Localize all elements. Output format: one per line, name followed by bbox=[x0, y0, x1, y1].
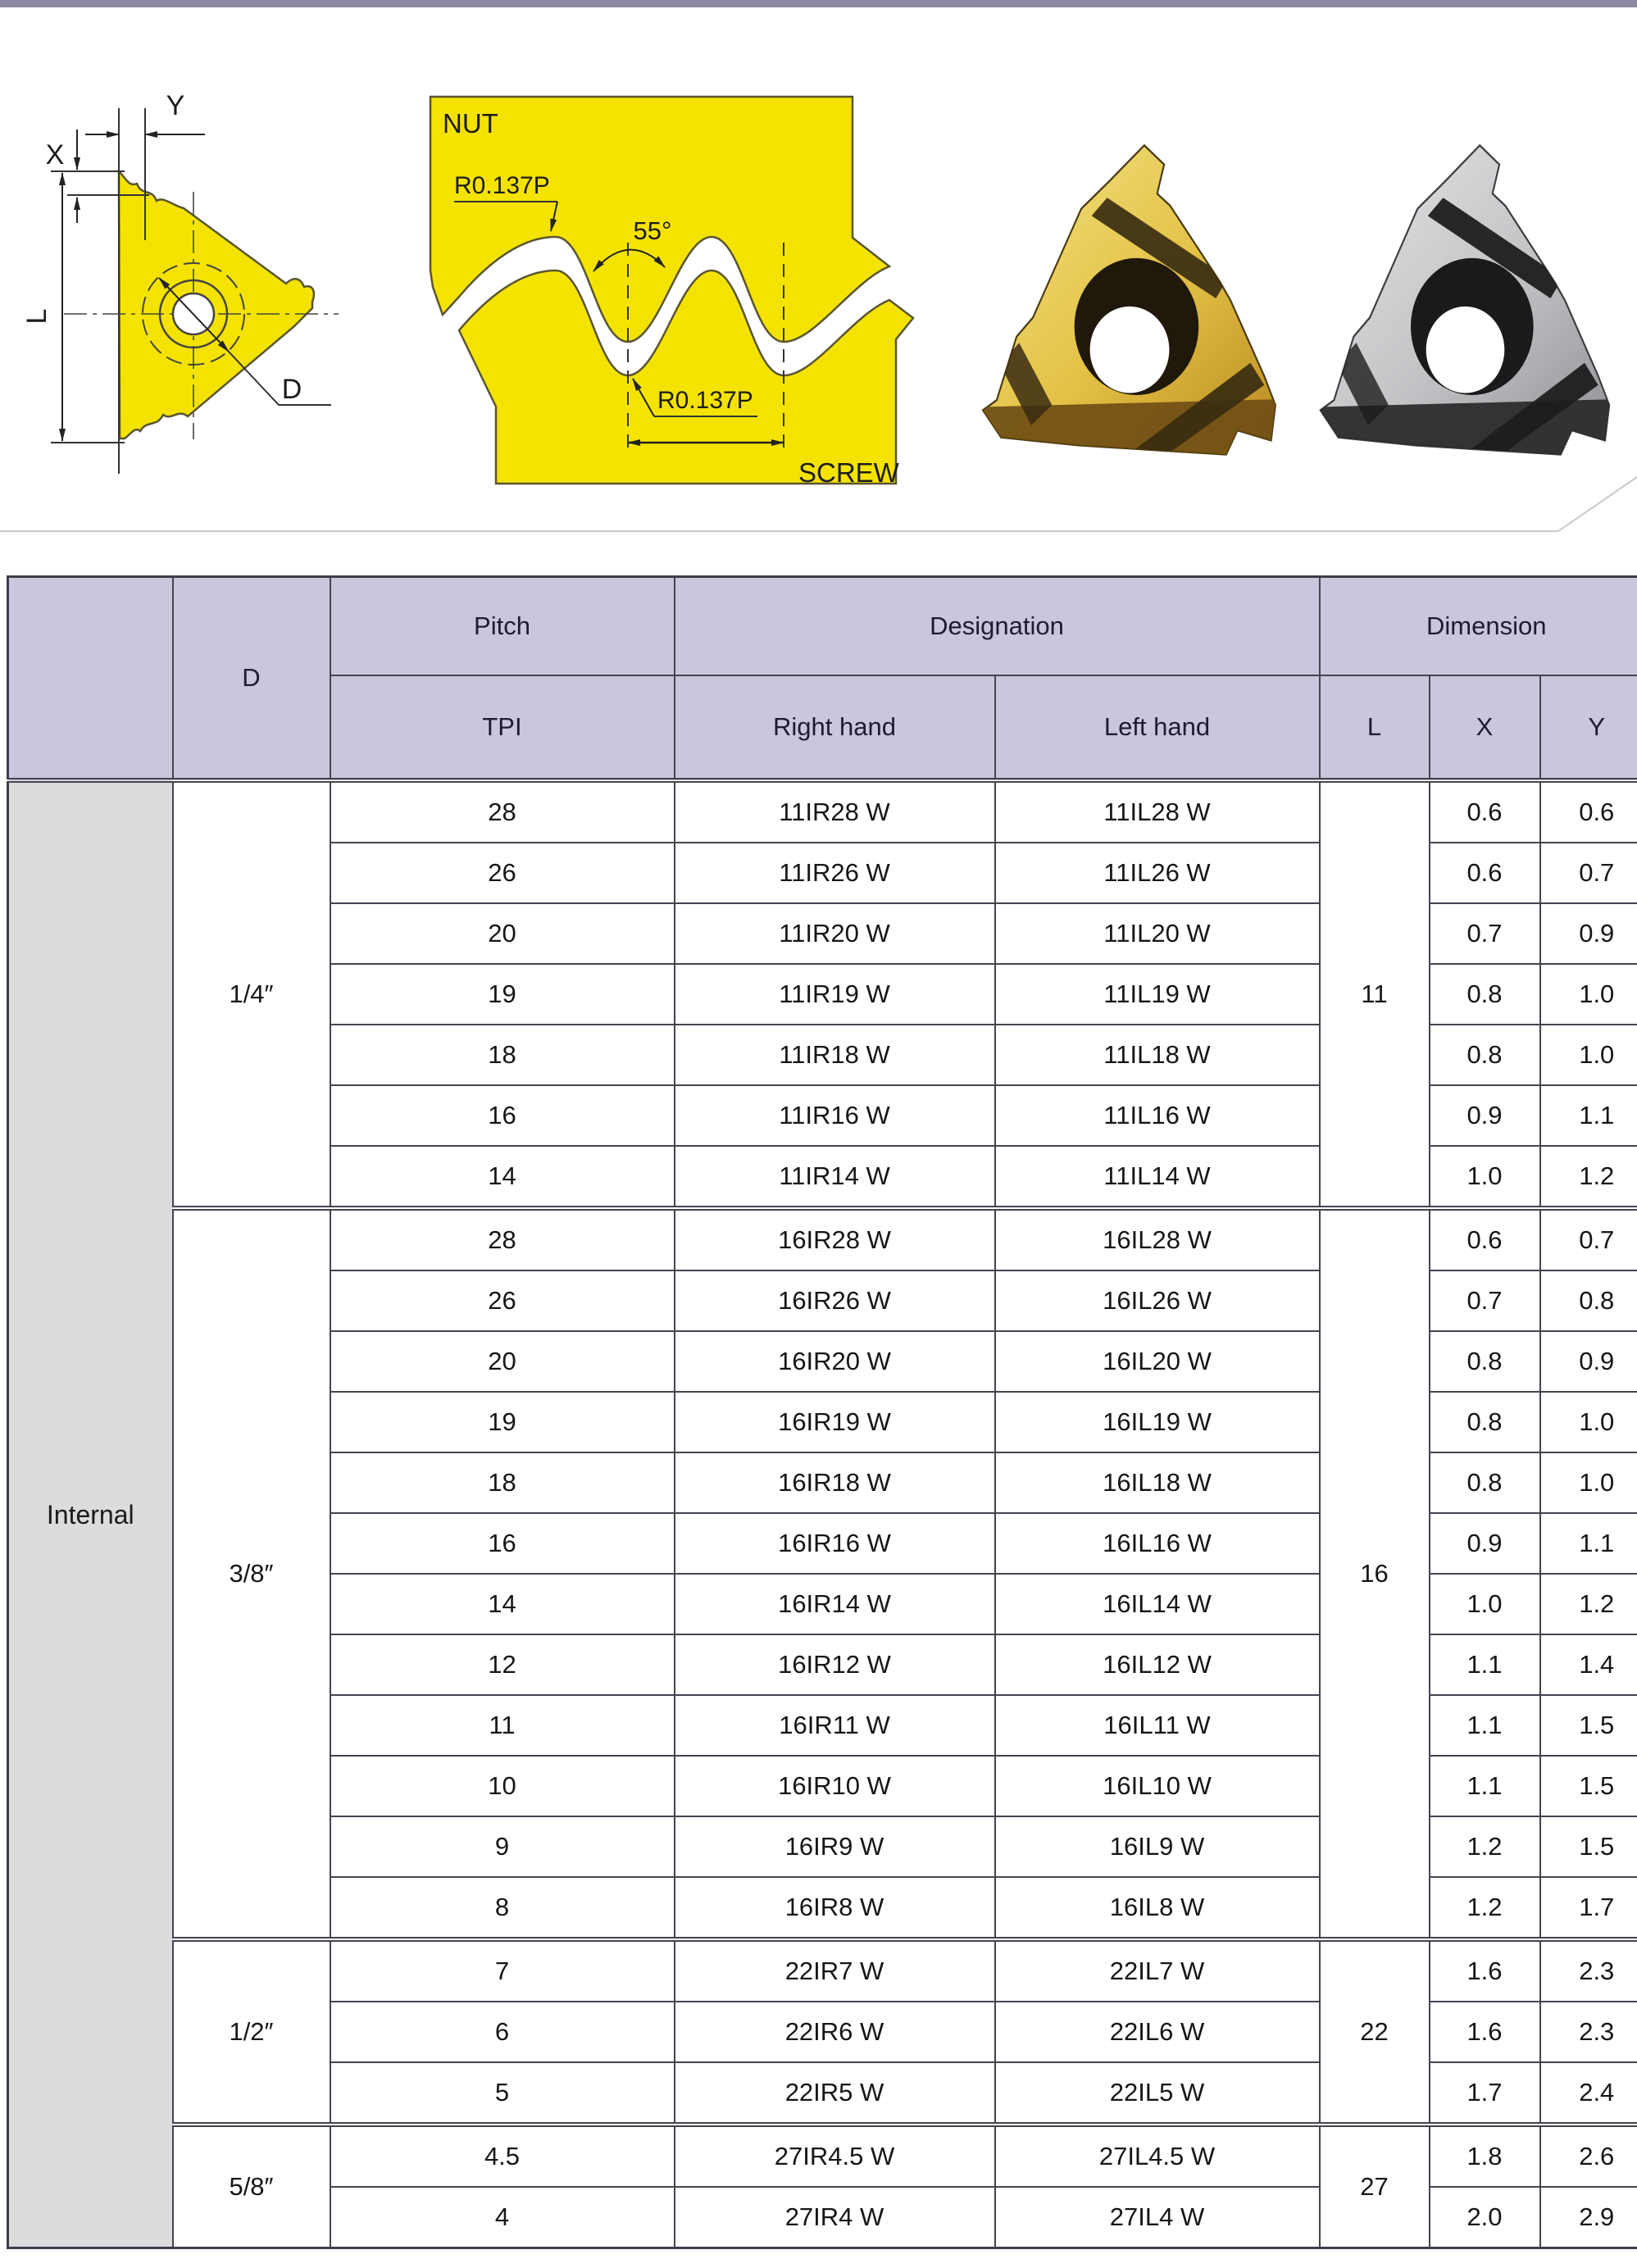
col-header-x: X bbox=[1430, 675, 1540, 780]
left-hand-cell: 22IL6 W bbox=[995, 2002, 1320, 2062]
table-row bbox=[8, 1939, 1637, 2002]
x-cell: 1.1 bbox=[1430, 1695, 1540, 1756]
x-cell: 0.8 bbox=[1430, 1392, 1540, 1452]
y-cell: 1.0 bbox=[1540, 1452, 1637, 1513]
tpi-cell: 18 bbox=[330, 1452, 675, 1513]
x-cell: 0.7 bbox=[1430, 1270, 1540, 1331]
y-cell: 1.5 bbox=[1540, 1756, 1637, 1816]
right-hand-cell: 16IR19 W bbox=[675, 1392, 995, 1452]
right-hand-cell: 16IR11 W bbox=[675, 1695, 995, 1756]
x-cell: 1.6 bbox=[1430, 1939, 1540, 2002]
insert-dimension-drawing bbox=[15, 72, 384, 482]
left-hand-cell: 16IL19 W bbox=[995, 1392, 1320, 1452]
gold-insert-base bbox=[975, 399, 1285, 466]
col-header-left-hand: Left hand bbox=[995, 675, 1320, 780]
left-hand-cell: 22IL5 W bbox=[995, 2062, 1320, 2125]
right-hand-cell: 16IR10 W bbox=[675, 1756, 995, 1816]
right-hand-cell: 16IR18 W bbox=[675, 1452, 995, 1513]
left-hand-cell: 16IL10 W bbox=[995, 1756, 1320, 1816]
right-hand-cell: 16IR20 W bbox=[675, 1331, 995, 1392]
tpi-cell: 20 bbox=[330, 903, 675, 964]
col-header-pitch: Pitch bbox=[330, 577, 675, 676]
y-cell: 2.3 bbox=[1540, 2002, 1637, 2062]
y-cell: 1.0 bbox=[1540, 1025, 1637, 1085]
d-cell: 5/8″ bbox=[173, 2125, 330, 2248]
left-hand-cell: 11IL19 W bbox=[995, 964, 1320, 1025]
y-cell: 1.5 bbox=[1540, 1695, 1637, 1756]
x-cell: 0.6 bbox=[1430, 1208, 1540, 1270]
table-row bbox=[8, 1208, 1637, 1270]
left-hand-cell: 11IL26 W bbox=[995, 843, 1320, 903]
y-cell: 1.2 bbox=[1540, 1574, 1637, 1634]
tpi-cell: 18 bbox=[330, 1025, 675, 1085]
left-hand-cell: 22IL7 W bbox=[995, 1939, 1320, 2002]
x-cell: 1.2 bbox=[1430, 1877, 1540, 1939]
x-dim-label: X bbox=[45, 139, 65, 170]
tpi-cell: 6 bbox=[330, 2002, 675, 2062]
right-hand-cell: 11IR28 W bbox=[675, 780, 995, 843]
tpi-cell: 26 bbox=[330, 843, 675, 903]
right-hand-cell: 22IR5 W bbox=[675, 2062, 995, 2125]
y-cell: 1.0 bbox=[1540, 964, 1637, 1025]
left-hand-cell: 16IL20 W bbox=[995, 1331, 1320, 1392]
col-header-d: D bbox=[173, 577, 330, 781]
table-row bbox=[8, 2125, 1637, 2187]
l-cell: 16 bbox=[1320, 1208, 1430, 1939]
silver-insert-hole bbox=[1426, 307, 1505, 393]
gold-insert-photo bbox=[966, 113, 1294, 466]
col-header-designation: Designation bbox=[675, 577, 1320, 676]
right-hand-cell: 22IR6 W bbox=[675, 2002, 995, 2062]
tpi-cell: 10 bbox=[330, 1756, 675, 1816]
tpi-cell: 26 bbox=[330, 1270, 675, 1331]
x-cell: 0.9 bbox=[1430, 1513, 1540, 1574]
right-hand-cell: 16IR9 W bbox=[675, 1816, 995, 1877]
tpi-cell: 19 bbox=[330, 964, 675, 1025]
l-cell: 22 bbox=[1320, 1939, 1430, 2125]
tpi-cell: 19 bbox=[330, 1392, 675, 1452]
row-scope-label: Internal bbox=[8, 780, 173, 2248]
tpi-cell: 5 bbox=[330, 2062, 675, 2125]
x-cell: 1.1 bbox=[1430, 1634, 1540, 1695]
col-header-y: Y bbox=[1540, 675, 1637, 780]
y-cell: 1.0 bbox=[1540, 1392, 1637, 1452]
right-hand-cell: 11IR19 W bbox=[675, 964, 995, 1025]
y-cell: 1.4 bbox=[1540, 1634, 1637, 1695]
root-radius-label: R0.137P bbox=[657, 387, 753, 414]
left-hand-cell: 16IL9 W bbox=[995, 1816, 1320, 1877]
spec-table-header bbox=[8, 577, 1637, 781]
left-hand-cell: 16IL28 W bbox=[995, 1208, 1320, 1270]
screw-label: SCREW bbox=[798, 457, 899, 488]
x-cell: 0.8 bbox=[1430, 964, 1540, 1025]
x-cell: 1.1 bbox=[1430, 1756, 1540, 1816]
y-cell: 0.7 bbox=[1540, 843, 1637, 903]
d-dim-label: D bbox=[281, 374, 302, 405]
left-hand-cell: 16IL16 W bbox=[995, 1513, 1320, 1574]
tpi-cell: 4 bbox=[330, 2187, 675, 2248]
right-hand-cell: 11IR14 W bbox=[675, 1146, 995, 1208]
x-cell: 0.6 bbox=[1430, 780, 1540, 843]
d-cell: 1/4″ bbox=[173, 780, 330, 1208]
y-cell: 1.7 bbox=[1540, 1877, 1637, 1939]
spec-table bbox=[7, 575, 1637, 2249]
right-hand-cell: 27IR4.5 W bbox=[675, 2125, 995, 2187]
left-hand-cell: 16IL12 W bbox=[995, 1634, 1320, 1695]
right-hand-cell: 16IR8 W bbox=[675, 1877, 995, 1939]
left-hand-cell: 16IL8 W bbox=[995, 1877, 1320, 1939]
y-cell: 2.3 bbox=[1540, 1939, 1637, 2002]
left-hand-cell: 11IL18 W bbox=[995, 1025, 1320, 1085]
x-cell: 1.7 bbox=[1430, 2062, 1540, 2125]
table-row bbox=[8, 780, 1637, 843]
tpi-cell: 8 bbox=[330, 1877, 675, 1939]
right-hand-cell: 16IR12 W bbox=[675, 1634, 995, 1695]
left-hand-cell: 11IL14 W bbox=[995, 1146, 1320, 1208]
y-cell: 1.2 bbox=[1540, 1146, 1637, 1208]
corner-cell bbox=[8, 577, 173, 781]
x-cell: 1.8 bbox=[1430, 2125, 1540, 2187]
tpi-cell: 28 bbox=[330, 780, 675, 843]
nut-label: NUT bbox=[443, 108, 498, 139]
y-cell: 2.4 bbox=[1540, 2062, 1637, 2125]
y-cell: 0.9 bbox=[1540, 903, 1637, 964]
x-cell: 0.8 bbox=[1430, 1452, 1540, 1513]
y-cell: 2.6 bbox=[1540, 2125, 1637, 2187]
x-cell: 0.6 bbox=[1430, 843, 1540, 903]
col-header-right-hand: Right hand bbox=[675, 675, 995, 780]
right-hand-cell: 11IR16 W bbox=[675, 1085, 995, 1146]
tpi-cell: 9 bbox=[330, 1816, 675, 1877]
l-cell: 11 bbox=[1320, 780, 1430, 1208]
tpi-cell: 14 bbox=[330, 1146, 675, 1208]
tpi-cell: 16 bbox=[330, 1085, 675, 1146]
y-cell: 0.6 bbox=[1540, 780, 1637, 843]
x-cell: 1.0 bbox=[1430, 1146, 1540, 1208]
spec-table-container bbox=[7, 575, 1637, 2268]
right-hand-cell: 16IR26 W bbox=[675, 1270, 995, 1331]
x-cell: 1.2 bbox=[1430, 1816, 1540, 1877]
top-bar bbox=[0, 0, 1637, 7]
y-cell: 2.9 bbox=[1540, 2187, 1637, 2248]
left-hand-cell: 11IL20 W bbox=[995, 903, 1320, 964]
x-cell: 1.0 bbox=[1430, 1574, 1540, 1634]
right-hand-cell: 11IR20 W bbox=[675, 903, 995, 964]
right-hand-cell: 16IR14 W bbox=[675, 1574, 995, 1634]
l-cell: 27 bbox=[1320, 2125, 1430, 2248]
right-hand-cell: 27IR4 W bbox=[675, 2187, 995, 2248]
thread-profile-diagram bbox=[410, 72, 943, 515]
x-cell: 0.8 bbox=[1430, 1331, 1540, 1392]
y-cell: 0.9 bbox=[1540, 1331, 1637, 1392]
col-header-tpi: TPI bbox=[330, 675, 675, 780]
left-hand-cell: 27IL4 W bbox=[995, 2187, 1320, 2248]
tpi-cell: 20 bbox=[330, 1331, 675, 1392]
y-dim-label: Y bbox=[166, 90, 185, 121]
crest-radius-label: R0.137P bbox=[454, 172, 550, 199]
tpi-cell: 12 bbox=[330, 1634, 675, 1695]
l-dim-label: L bbox=[21, 308, 52, 325]
y-cell: 1.5 bbox=[1540, 1816, 1637, 1877]
left-hand-cell: 16IL14 W bbox=[995, 1574, 1320, 1634]
left-hand-cell: 27IL4.5 W bbox=[995, 2125, 1320, 2187]
tpi-cell: 7 bbox=[330, 1939, 675, 2002]
y-cell: 0.7 bbox=[1540, 1208, 1637, 1270]
gold-insert-hole bbox=[1090, 307, 1170, 393]
screw-block bbox=[459, 270, 913, 484]
tpi-cell: 11 bbox=[330, 1695, 675, 1756]
tpi-cell: 16 bbox=[330, 1513, 675, 1574]
x-cell: 0.9 bbox=[1430, 1085, 1540, 1146]
col-header-l: L bbox=[1320, 675, 1430, 780]
y-cell: 1.1 bbox=[1540, 1085, 1637, 1146]
left-hand-cell: 16IL11 W bbox=[995, 1695, 1320, 1756]
left-hand-cell: 11IL16 W bbox=[995, 1085, 1320, 1146]
x-cell: 1.6 bbox=[1430, 2002, 1540, 2062]
left-hand-cell: 16IL26 W bbox=[995, 1270, 1320, 1331]
right-hand-cell: 11IR26 W bbox=[675, 843, 995, 903]
right-hand-cell: 11IR18 W bbox=[675, 1025, 995, 1085]
left-hand-cell: 16IL18 W bbox=[995, 1452, 1320, 1513]
right-hand-cell: 16IR16 W bbox=[675, 1513, 995, 1574]
y-cell: 0.8 bbox=[1540, 1270, 1637, 1331]
d-cell: 3/8″ bbox=[173, 1208, 330, 1939]
y-cell: 1.1 bbox=[1540, 1513, 1637, 1574]
spec-table-body bbox=[8, 780, 1637, 2248]
d-cell: 1/2″ bbox=[173, 1939, 330, 2125]
section-divider bbox=[0, 459, 1637, 541]
col-header-dimension: Dimension bbox=[1320, 577, 1637, 676]
x-cell: 0.7 bbox=[1430, 903, 1540, 964]
right-hand-cell: 22IR7 W bbox=[675, 1939, 995, 2002]
tpi-cell: 14 bbox=[330, 1574, 675, 1634]
silver-insert-photo bbox=[1303, 113, 1627, 466]
x-cell: 2.0 bbox=[1430, 2187, 1540, 2248]
tpi-cell: 28 bbox=[330, 1208, 675, 1270]
tpi-cell: 4.5 bbox=[330, 2125, 675, 2187]
left-hand-cell: 11IL28 W bbox=[995, 780, 1320, 843]
silver-insert-base bbox=[1312, 399, 1618, 466]
thread-angle-label: 55° bbox=[633, 216, 672, 245]
right-hand-cell: 16IR28 W bbox=[675, 1208, 995, 1270]
x-cell: 0.8 bbox=[1430, 1025, 1540, 1085]
